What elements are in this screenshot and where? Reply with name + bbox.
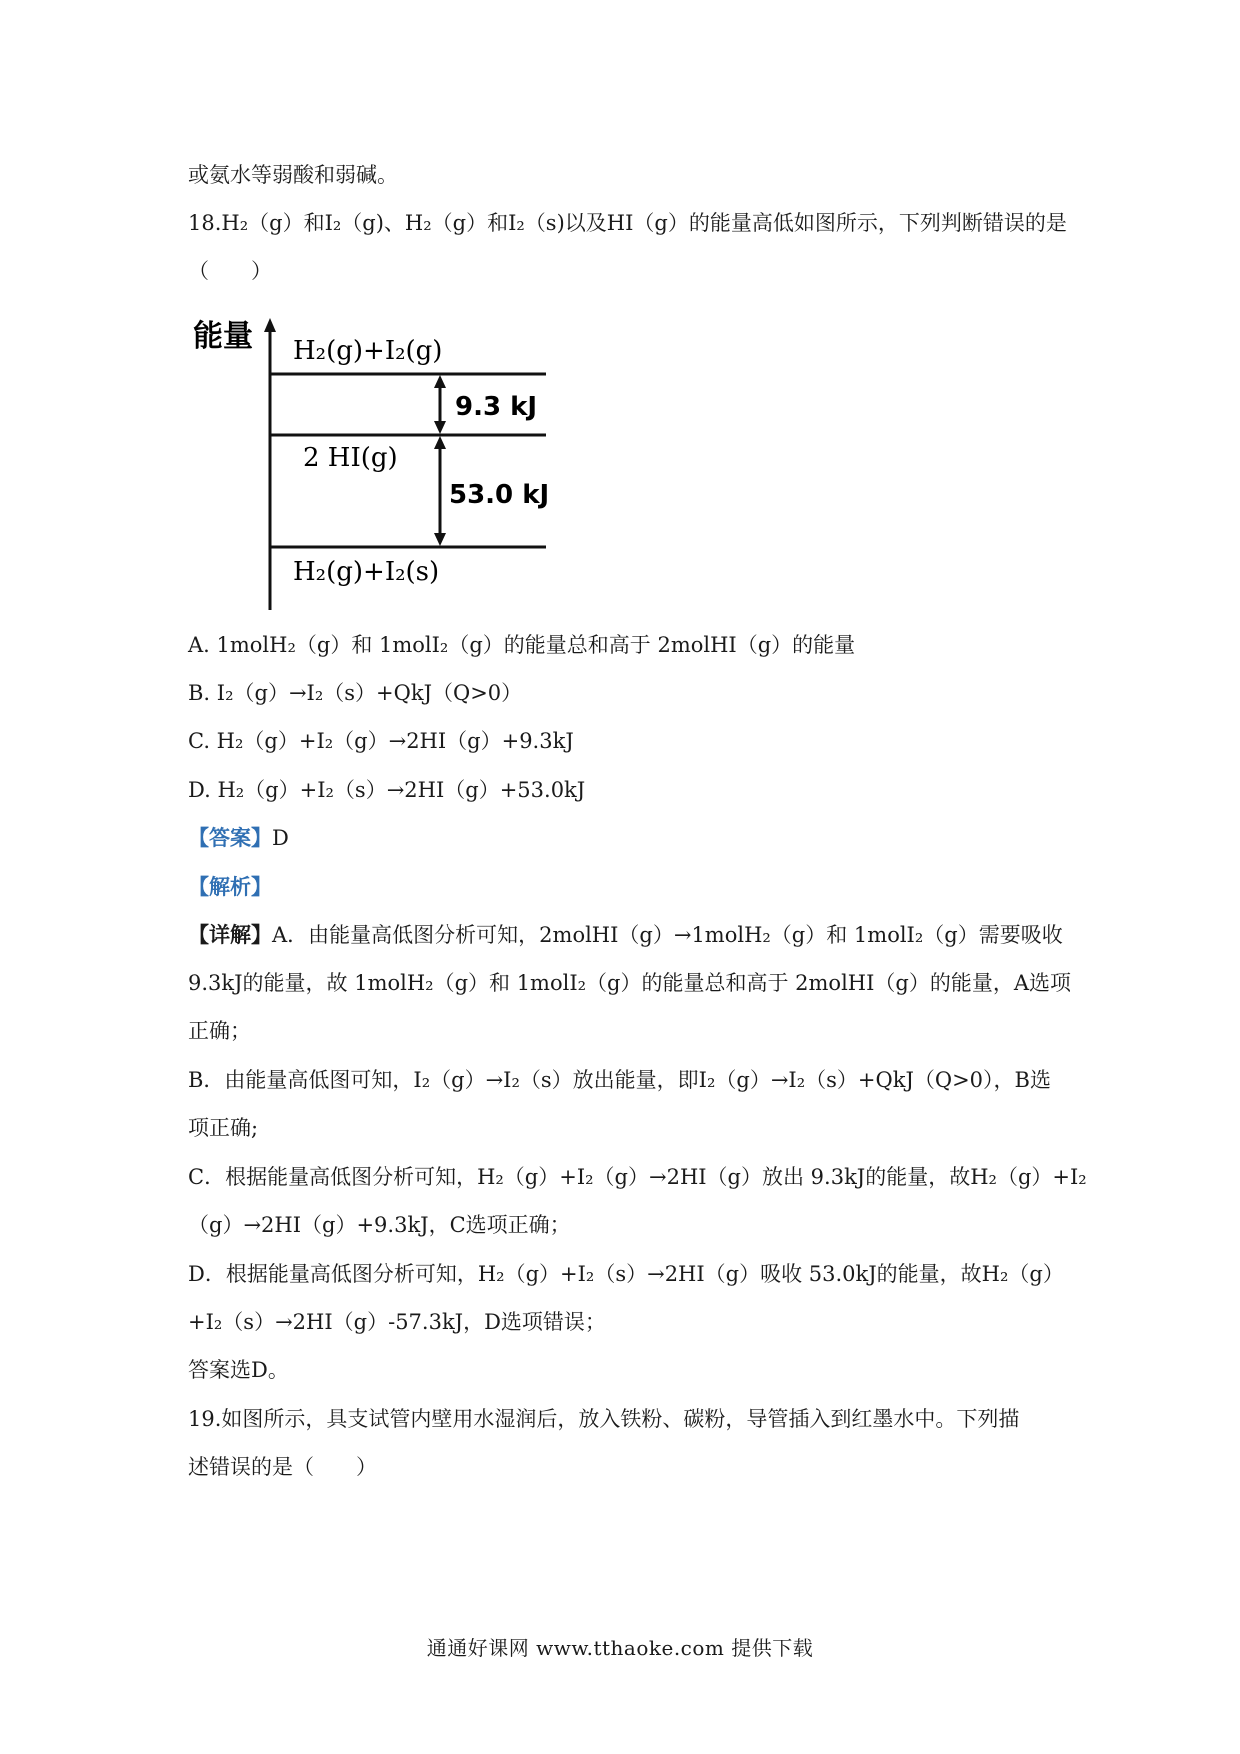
option-a: A. 1molH₂（g）和 1molI₂（g）的能量总和高于 2molHI（g）的能量 [188,633,856,657]
energy-axis-label: 能量 [193,319,253,354]
detail-a-line-2: 9.3kJ的能量，故 1molH₂（g）和 1molI₂（g）的能量总和高于 2molHI（g）的能量，A选项 [188,971,1072,995]
question-18-stem: 18.H₂（g）和I₂（g)、H₂（g）和I₂（s)以及HI（g）的能量高低如图所示，下列判断错误的是 [188,211,1067,235]
conclusion: 答案选D。 [188,1358,289,1382]
question-19-line-1: 19.如图所示，具支试管内壁用水湿润后，放入铁粉、碳粉，导管插入到红墨水中。下列描 [188,1407,1020,1431]
option-c: C. H₂（g）+I₂（g）→2HI（g）+9.3kJ [188,729,574,753]
gap-lower-arrowhead-down-icon [434,533,446,546]
question-19-line-2: 述错误的是（ ） [188,1455,377,1479]
gap-lower-arrowhead-up-icon [434,436,446,449]
detail-d-line-2: +I₂（s）→2HI（g）-57.3kJ，D选项错误； [188,1310,606,1334]
detail-tag: 【详解】 [188,922,272,947]
gap-upper-arrowhead-down-icon [434,421,446,434]
page-footer: 通通好课网 www.tthaoke.com 提供下载 [426,1636,814,1660]
energy-level-diagram [193,318,593,618]
level-top-label: H₂(g)+I₂(g) [293,336,443,366]
detail-a-line-1 [188,920,1063,950]
detail-b-line-1: B．由能量高低图可知，I₂（g）→I₂（s）放出能量，即I₂（g）→I₂（s）+QkJ（Q>0），B选 [188,1068,1051,1092]
answer-value: D [272,826,289,850]
answer-tag: 【答案】 [188,825,272,850]
line-weak-acid-base: 或氨水等弱酸和弱碱。 [188,163,398,187]
detail-a-text-1: A．由能量高低图分析可知，2molHI（g）→1molH₂（g）和 1molI₂（g）需要吸收 [272,923,1063,947]
level-bottom-label: H₂(g)+I₂(s) [293,557,440,587]
gap-upper-arrowhead-up-icon [434,375,446,388]
detail-d-line-1: D．根据能量高低图分析可知，H₂（g）+I₂（s）→2HI（g）吸收 53.0kJ的能量，故H₂（g） [188,1262,1064,1286]
detail-b-line-2: 项正确; [188,1116,259,1140]
detail-c-line-1: C．根据能量高低图分析可知，H₂（g）+I₂（g）→2HI（g）放出 9.3kJ的能量，故H₂（g）+I₂ [188,1165,1087,1189]
gap-upper-label: 9.3 kJ [455,392,538,422]
level-mid-label: 2 HI(g) [303,443,398,473]
option-d: D. H₂（g）+I₂（s）→2HI（g）+53.0kJ [188,778,586,802]
option-b: B. I₂（g）→I₂（s）+QkJ（Q>0） [188,681,523,705]
detail-c-line-2: （g）→2HI（g）+9.3kJ，C选项正确； [188,1213,571,1237]
energy-axis-arrow-icon [264,318,276,332]
gap-lower-label: 53.0 kJ [449,480,550,510]
answer-line [188,823,289,853]
analysis-tag: 【解析】 [188,874,272,899]
question-18-paren: （ ） [188,259,272,283]
detail-a-line-3: 正确； [188,1019,251,1043]
